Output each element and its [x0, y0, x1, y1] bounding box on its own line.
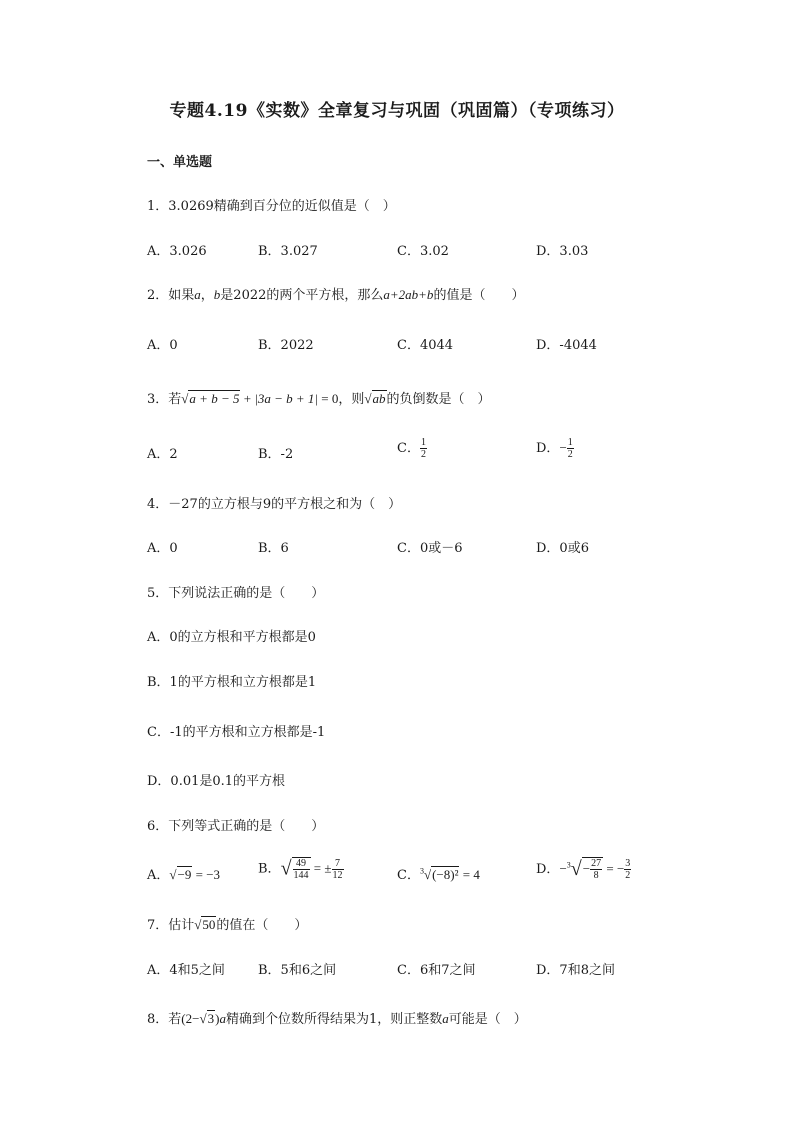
- q2-text-pre: 2．如果: [147, 288, 195, 303]
- fraction-numerator: 7: [332, 858, 344, 870]
- q6-option-a-sqrt: √−9: [169, 867, 192, 882]
- question-8: [147, 1008, 527, 1027]
- q6-option-d-result: [624, 858, 631, 881]
- q6-option-d-sign: −: [559, 861, 567, 876]
- q2-text-post: 的值是（ ）: [433, 288, 525, 303]
- fraction-denominator: 12: [332, 869, 343, 881]
- q3-option-d: [536, 437, 574, 460]
- q7-option-d: D．7和8之间: [536, 963, 615, 978]
- q6-option-c: [397, 864, 480, 883]
- q2-option-a: A．0: [147, 338, 178, 353]
- q6-option-b-label: B．: [258, 861, 281, 877]
- q6-option-a: [147, 864, 220, 883]
- fraction-numerator: 1: [567, 437, 573, 448]
- question-5: 5．下列说法正确的是（ ）: [147, 586, 325, 601]
- radicand: −9: [177, 867, 192, 882]
- q5-option-a: A．0的立方根和平方根都是0: [147, 630, 316, 645]
- q3-radicand-2: ab: [372, 391, 386, 406]
- q1-option-d: D．3.03: [536, 244, 589, 259]
- q1-option-b: B．3.027: [258, 244, 318, 259]
- root-index: 3: [566, 860, 571, 870]
- q3-option-d-label: D．: [536, 441, 560, 456]
- q1-option-c: C．3.02: [397, 244, 449, 259]
- question-6: 6．下列等式正确的是（ ）: [147, 819, 325, 834]
- q3-option-c-fraction: [420, 437, 427, 460]
- q3-text-mid: ，则: [338, 392, 365, 407]
- fraction-numerator: 1: [420, 437, 426, 448]
- q6-option-d: [536, 857, 631, 881]
- q3-option-c: [397, 437, 427, 460]
- sqrt-sign-icon: √: [570, 858, 582, 880]
- q5-option-c: C．-1的平方根和立方根都是-1: [147, 725, 326, 740]
- question-4: 4．－27的立方根与9的平方根之和为（ ）: [147, 497, 402, 512]
- fraction-numerator: 3: [625, 858, 631, 869]
- q2-option-b: B．2022: [258, 338, 314, 353]
- q3-equals: = 0: [318, 391, 339, 406]
- q3-option-d-fraction: [567, 437, 574, 460]
- radicand: (−8)²: [432, 867, 459, 882]
- q2-option-d: D．-4044: [536, 338, 597, 353]
- q3-plus: +: [240, 391, 255, 406]
- q3-option-d-sign: −: [559, 440, 567, 455]
- q8-text-pre: 8．若: [147, 1012, 182, 1027]
- q6-option-c-rest: = 4: [459, 867, 480, 882]
- section-heading: 一、单选题: [147, 155, 213, 170]
- q7-option-b: B．5和6之间: [258, 963, 337, 978]
- q6-option-c-label: C．: [397, 868, 420, 883]
- fraction-denominator: 2: [420, 449, 426, 460]
- q2-text-mid: 是2022的两个平方根，那么: [220, 288, 384, 303]
- q3-option-b: B．-2: [258, 447, 294, 462]
- fraction-denominator: 144: [293, 870, 309, 881]
- q3-option-a: A．2: [147, 447, 178, 462]
- fraction-denominator: 2: [567, 449, 573, 460]
- q3-text-post: 的负倒数是（ ）: [386, 392, 491, 407]
- sqrt-sign-icon: √: [280, 857, 292, 880]
- q6-option-d-fraction: [590, 858, 602, 881]
- question-3: [147, 388, 491, 407]
- question-2: [147, 284, 524, 303]
- q2-var-b: b: [213, 287, 221, 302]
- q6-option-d-mid: = −: [603, 861, 625, 876]
- q6-option-c-root: √(−8)²: [423, 867, 459, 882]
- q6-option-d-radicand: [582, 857, 603, 881]
- q6-option-b-mid: = ±: [310, 860, 332, 876]
- q3-sqrt-ab: √ab: [364, 391, 386, 406]
- q7-text-post: 的值在（ ）: [216, 918, 308, 933]
- q6-option-a-label: A．: [147, 868, 170, 883]
- q7-option-c: C．6和7之间: [397, 963, 476, 978]
- q6-option-b: [258, 857, 344, 881]
- q2-comma: ，: [200, 288, 214, 303]
- q3-sqrt-expression: √a + b − 5: [181, 391, 240, 406]
- page-title: 专题4.19《实数》全章复习与巩固（巩固篇）（专项练习）: [169, 101, 625, 121]
- q3-radicand-1: a + b − 5: [189, 391, 240, 406]
- q1-option-a: A．3.026: [147, 244, 207, 259]
- q4-option-c: C．0或－6: [397, 541, 463, 556]
- q3-abs-expression: |3a − b + 1|: [254, 391, 319, 406]
- q6-option-b-fraction: [292, 857, 311, 881]
- q7-text-pre: 7．估计: [147, 918, 195, 933]
- fraction-denominator: 8: [593, 870, 599, 881]
- q8-var-a2: a: [442, 1011, 449, 1026]
- fraction-numerator: 49: [293, 858, 310, 870]
- q2-expression: a+2ab+b: [383, 287, 434, 302]
- q5-option-d: D．0.01是0.1的平方根: [147, 774, 286, 789]
- q6-option-b-result: [332, 858, 344, 881]
- question-7: [147, 914, 307, 933]
- question-1: 1．3.0269精确到百分位的近似值是（ ）: [147, 199, 396, 214]
- radicand: 50: [202, 917, 216, 932]
- q7-sqrt: √50: [194, 917, 216, 932]
- q8-expression-open: (2−: [181, 1011, 200, 1026]
- q8-text-mid: 精确到个位数所得结果为1，则正整数: [225, 1012, 443, 1027]
- q4-option-a: A．0: [147, 541, 178, 556]
- q5-option-b: B．1的平方根和立方根都是1: [147, 675, 317, 690]
- q4-option-b: B．6: [258, 541, 289, 556]
- radicand-sign: −: [582, 861, 591, 876]
- q8-text-post: 可能是（ ）: [448, 1012, 527, 1027]
- q2-var-a: a: [194, 287, 201, 302]
- q6-option-a-rest: = −3: [192, 867, 221, 882]
- q2-option-c: C．4044: [397, 338, 454, 353]
- fraction-numerator: 27: [591, 858, 602, 869]
- q3-text-pre: 3．若: [147, 392, 182, 407]
- root-index: 3: [419, 866, 424, 876]
- q8-sqrt: √3: [199, 1011, 215, 1026]
- q8-var-a: a: [219, 1011, 226, 1026]
- radicand: 3: [207, 1011, 215, 1026]
- fraction-denominator: 2: [625, 870, 631, 881]
- q7-option-a: A．4和5之间: [147, 963, 225, 978]
- q8-expression-close: ): [215, 1011, 220, 1026]
- q6-option-d-label: D．: [536, 862, 560, 877]
- q4-option-d: D．0或6: [536, 541, 589, 556]
- q3-option-c-label: C．: [397, 441, 420, 456]
